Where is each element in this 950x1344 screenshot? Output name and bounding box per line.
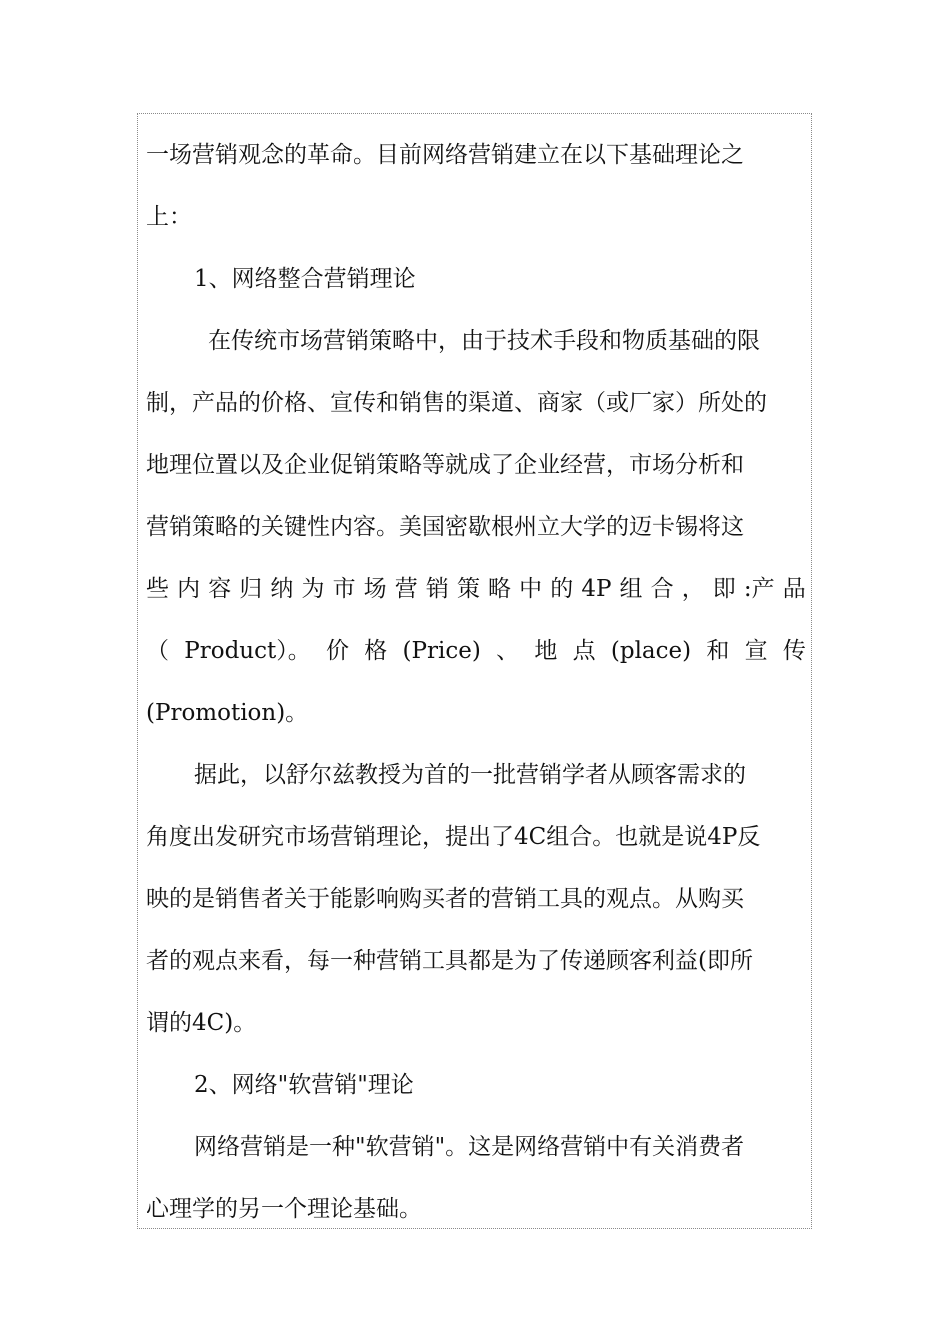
text-token: 传 bbox=[782, 638, 806, 664]
text-token: (place) bbox=[610, 638, 692, 664]
text-token: 策 bbox=[456, 576, 480, 602]
text-line: 据此，以舒尔兹教授为首的一批营销学者从顾客需求的 bbox=[194, 762, 746, 788]
text-token: 营 bbox=[394, 576, 418, 602]
section-heading: 2、网络"软营销"理论 bbox=[194, 1072, 414, 1098]
text-token: 价 bbox=[326, 638, 350, 664]
text-token: 些 bbox=[146, 576, 169, 602]
document-body bbox=[146, 124, 806, 1240]
text-token: 品 bbox=[782, 576, 806, 602]
text-token: 组 bbox=[619, 576, 643, 602]
text-line-justified bbox=[146, 620, 806, 682]
text-line: 制，产品的价格、宣传和销售的渠道、商家（或厂家）所处的 bbox=[146, 390, 767, 416]
text-token: 和 bbox=[706, 638, 730, 664]
text-line: 网络营销是一种"软营销"。这是网络营销中有关消费者 bbox=[194, 1134, 745, 1160]
text-token: :产 bbox=[743, 576, 775, 602]
text-token: 、 bbox=[496, 638, 520, 664]
text-line: 谓的4C)。 bbox=[146, 1010, 257, 1036]
text-token: 为 bbox=[301, 576, 325, 602]
text-line: 地理位置以及企业促销策略等就成了企业经营，市场分析和 bbox=[146, 452, 744, 478]
text-line: 角度出发研究市场营销理论，提出了4C组合。也就是说4P反 bbox=[146, 824, 761, 850]
text-token: 略 bbox=[488, 576, 512, 602]
text-token: ， bbox=[681, 576, 705, 602]
text-token: 市 bbox=[332, 576, 356, 602]
text-token: 中 bbox=[519, 576, 543, 602]
text-token: 的 bbox=[550, 576, 574, 602]
text-token: Product）。 bbox=[184, 638, 311, 664]
text-line: 心理学的另一个理论基础。 bbox=[146, 1196, 422, 1222]
text-token: （ bbox=[146, 638, 169, 664]
text-line: 一场营销观念的革命。目前网络营销建立在以下基础理论之 bbox=[146, 142, 744, 168]
text-line: (Promotion)。 bbox=[146, 700, 309, 726]
text-token: (Price) bbox=[402, 638, 481, 664]
text-token: 纳 bbox=[270, 576, 294, 602]
text-token: 地 bbox=[534, 638, 558, 664]
text-line: 在传统市场营销策略中，由于技术手段和物质基础的限 bbox=[208, 328, 760, 354]
section-heading: 1、网络整合营销理论 bbox=[194, 266, 416, 292]
text-token: 场 bbox=[363, 576, 387, 602]
text-token: 格 bbox=[364, 638, 388, 664]
text-line: 上： bbox=[146, 204, 192, 230]
text-token: 即 bbox=[712, 576, 736, 602]
text-line-justified bbox=[146, 558, 806, 620]
text-token: 容 bbox=[208, 576, 232, 602]
text-token: 销 bbox=[425, 576, 449, 602]
text-line: 者的观点来看，每一种营销工具都是为了传递顾客利益(即所 bbox=[146, 948, 753, 974]
text-token: 合 bbox=[650, 576, 674, 602]
text-token: 归 bbox=[239, 576, 263, 602]
text-token: 点 bbox=[572, 638, 596, 664]
text-line: 营销策略的关键性内容。美国密歇根州立大学的迈卡锡将这 bbox=[146, 514, 744, 540]
text-token: 宣 bbox=[744, 638, 768, 664]
text-line: 映的是销售者关于能影响购买者的营销工具的观点。从购买 bbox=[146, 886, 744, 912]
text-token: 内 bbox=[177, 576, 201, 602]
text-token: 4P bbox=[581, 576, 612, 602]
